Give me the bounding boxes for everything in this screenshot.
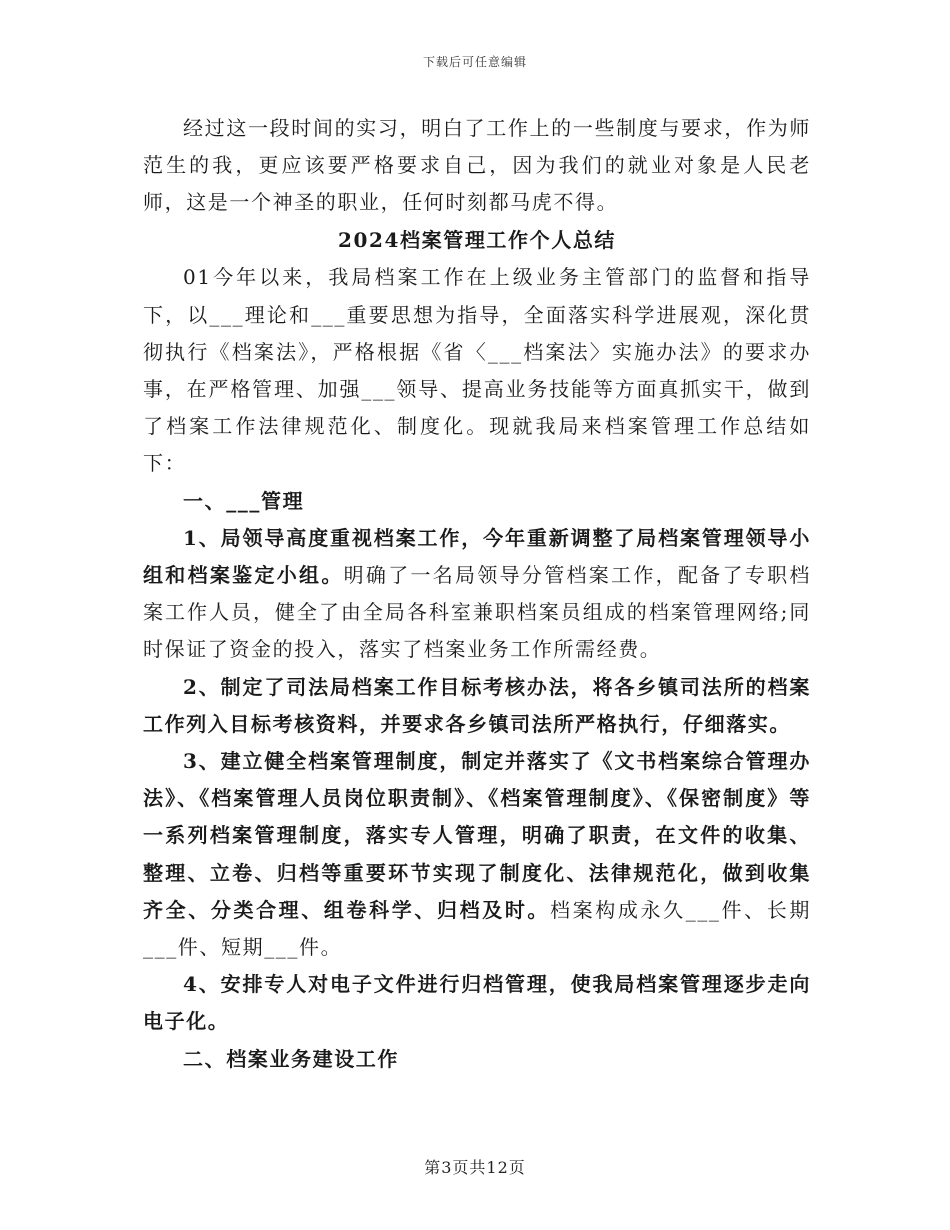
item2-paragraph: 2、制定了司法局档案工作目标考核办法，将各乡镇司法所的档案工作列入目标考核资料，并要求各乡镇司法所严格执行，仔细落实。 <box>143 674 811 736</box>
section2-heading: 二、档案业务建设工作 <box>183 1046 399 1071</box>
item3-paragraph <box>143 743 811 966</box>
header-note: 下载后可任意编辑 <box>422 55 527 69</box>
item3-plain-text: 档案构成永久___件、长期___件、短期___件。 <box>143 897 811 959</box>
document-title: 2024档案管理工作个人总结 <box>337 228 617 253</box>
item1-bold-text: 1、局领导高度重视档案工作，今年重新调整了局档案管理领导小组和档案鉴定小组。 <box>143 525 811 587</box>
page-footer: 第3页共12页 <box>424 1158 526 1177</box>
document-body <box>143 110 811 1078</box>
item1-plain-text: 明确了一名局领导分管档案工作，配备了专职档案工作人员，健全了由全局各科室兼职档案员组成的档案管理网络;同时保证了资金的投入，落实了档案业务工作所需经费。 <box>143 562 811 662</box>
item4-paragraph: 4、安排专人对电子文件进行归档管理，使我局档案管理逐步走向电子化。 <box>143 972 811 1034</box>
item1-paragraph <box>143 520 811 669</box>
intro-paragraph: 经过这一段时间的实习，明白了工作上的一些制度与要求，作为师范生的我，更应该要严格要求自己，因为我们的就业对象是人民老师，这是一个神圣的职业，任何时刻都马虎不得。 <box>143 116 811 215</box>
section1-heading: 一、___管理 <box>183 488 305 513</box>
item3-bold-text: 3、建立健全档案管理制度，制定并落实了《文书档案综合管理办法》、《档案管理人员岗位职责制》、《档案管理制度》、《保密制度》等一系列档案管理制度，落实专人管理，明确了职责，在文件的收集、整理、立卷、归档等重要环节实现了制度化、法律规范化，做到收集齐全、分类合理、组卷科学、归档及时。 <box>143 748 811 922</box>
opening-paragraph: 01今年以来，我局档案工作在上级业务主管部门的监督和指导下，以___理论和___重要思想为指导，全面落实科学进展观，深化贯彻执行《档案法》，严格根据《省〈___档案法〉实施办法》的要求办事，在严格管理、加强___领导、提高业务技能等方面真抓实干，做到了档案工作法律规范化、制度化。现就我局来档案管理工作总结如下： <box>143 265 811 476</box>
